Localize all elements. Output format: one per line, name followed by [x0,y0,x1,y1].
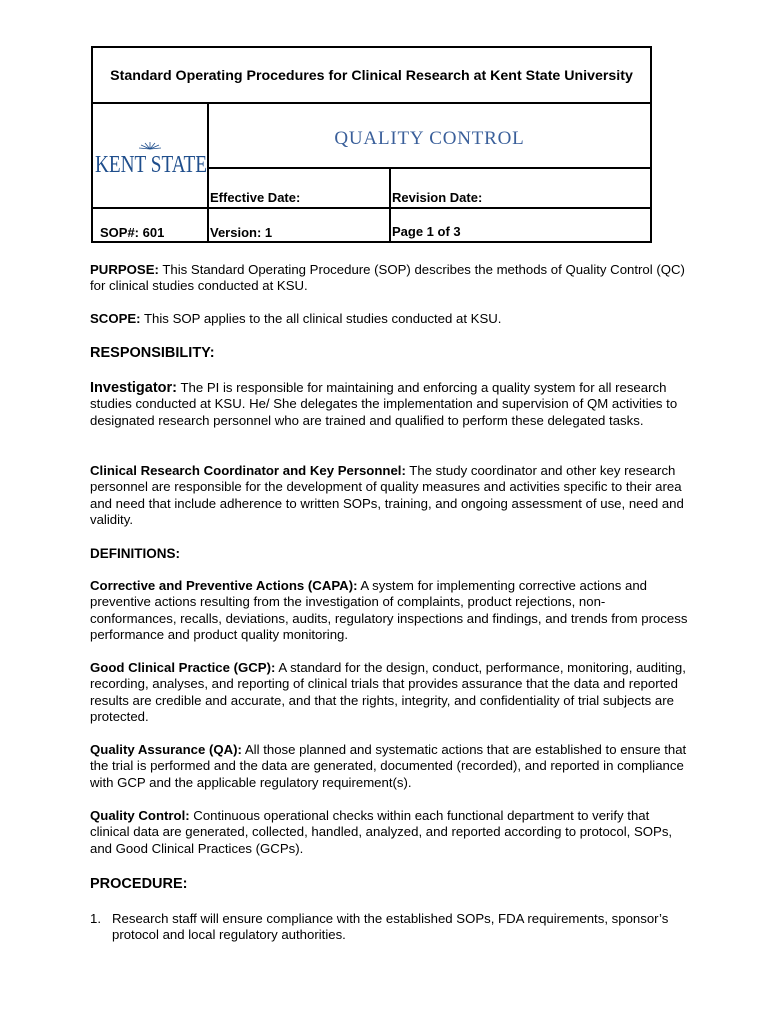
gcp-text: A standard for the design, conduct, performance, monitoring, auditing, recording, analyses, and reporting of clinical trials that provides assurance that the data and reported results are credible and accurate, and that the rights, integrity, and confidentiality of trial subjects are protected. [90,660,686,725]
scope-paragraph [90,311,690,327]
crc-label: Clinical Research Coordinator and Key Personnel: [90,463,406,478]
logo-text: KENT STATE [95,152,207,178]
purpose-paragraph [90,262,690,295]
table-divider [207,167,650,169]
qa-label: Quality Assurance (QA): [90,742,242,757]
gcp-paragraph [90,660,690,726]
qc-paragraph [90,808,690,857]
investigator-label: Investigator: [90,380,178,396]
qc-text: Continuous operational checks within each functional department to verify that clinical data are generated, collected, handled, analyzed, and reported according to protocol, SOPs, and Good Clinical Practices (GCPs). [90,808,673,856]
table-divider [93,207,650,209]
purpose-text: This Standard Operating Procedure (SOP) describes the methods of Quality Control (QC) for clinical studies conducted at KSU. [90,262,685,294]
version-number: Version: 1 [210,225,273,240]
sop-header-table [91,46,652,243]
capa-label: Corrective and Preventive Actions (CAPA): [90,578,358,593]
scope-label: SCOPE: [90,311,141,326]
sop-number: SOP#: 601 [100,225,165,240]
scope-text: This SOP applies to the all clinical studies conducted at KSU. [140,311,502,326]
section-title: QUALITY CONTROL [334,128,525,149]
list-item: Research staff will ensure compliance with the established SOPs, FDA requirements, sponsor’s protocol and local regulatory authorities. [112,911,669,943]
qc-label: Quality Control: [90,808,190,823]
gcp-label: Good Clinical Practice (GCP): [90,660,276,675]
crc-paragraph [90,463,690,529]
kent-state-logo [94,142,208,178]
list-item-number: 1. [90,911,101,926]
effective-date-label: Effective Date: [210,190,301,205]
qa-paragraph [90,742,690,791]
procedure-heading: PROCEDURE: [90,876,188,892]
crc-text: The study coordinator and other key research personnel are responsible for the development of quality measures and activities specific to their area and need that include adherence to written SOPs, training, and ongoing assessment of use, need and validity. [90,463,684,528]
responsibility-heading: RESPONSIBILITY: [90,345,215,361]
purpose-label: PURPOSE: [90,262,159,277]
investigator-paragraph [90,380,690,429]
qa-text: All those planned and systematic actions that are established to ensure that the trial is performed and the data are generated, documented (recorded), and reported in compliance with GCP and the applicable regulatory requirement(s). [90,742,687,790]
table-divider [389,167,391,241]
capa-text: A system for implementing corrective actions and preventive actions resulting from the investigation of complaints, product rejections, non-conformances, recalls, deviations, audits, regulatory inspections and findings, and trends from process performance and product quality monitoring. [90,578,688,643]
investigator-text: The PI is responsible for maintaining and enforcing a quality system for all research studies conducted at KSU. He/ She delegates the implementation and supervision of QM activities to designated research personnel who are trained and qualified to perform these delegated tasks. [90,380,678,428]
table-divider [93,102,650,104]
definitions-heading: DEFINITIONS: [90,546,180,561]
document-title: Standard Operating Procedures for Clinical Research at Kent State University [110,67,633,84]
capa-paragraph [90,578,690,644]
page-indicator: Page 1 of 3 [392,224,461,239]
revision-date-label: Revision Date: [392,190,483,205]
